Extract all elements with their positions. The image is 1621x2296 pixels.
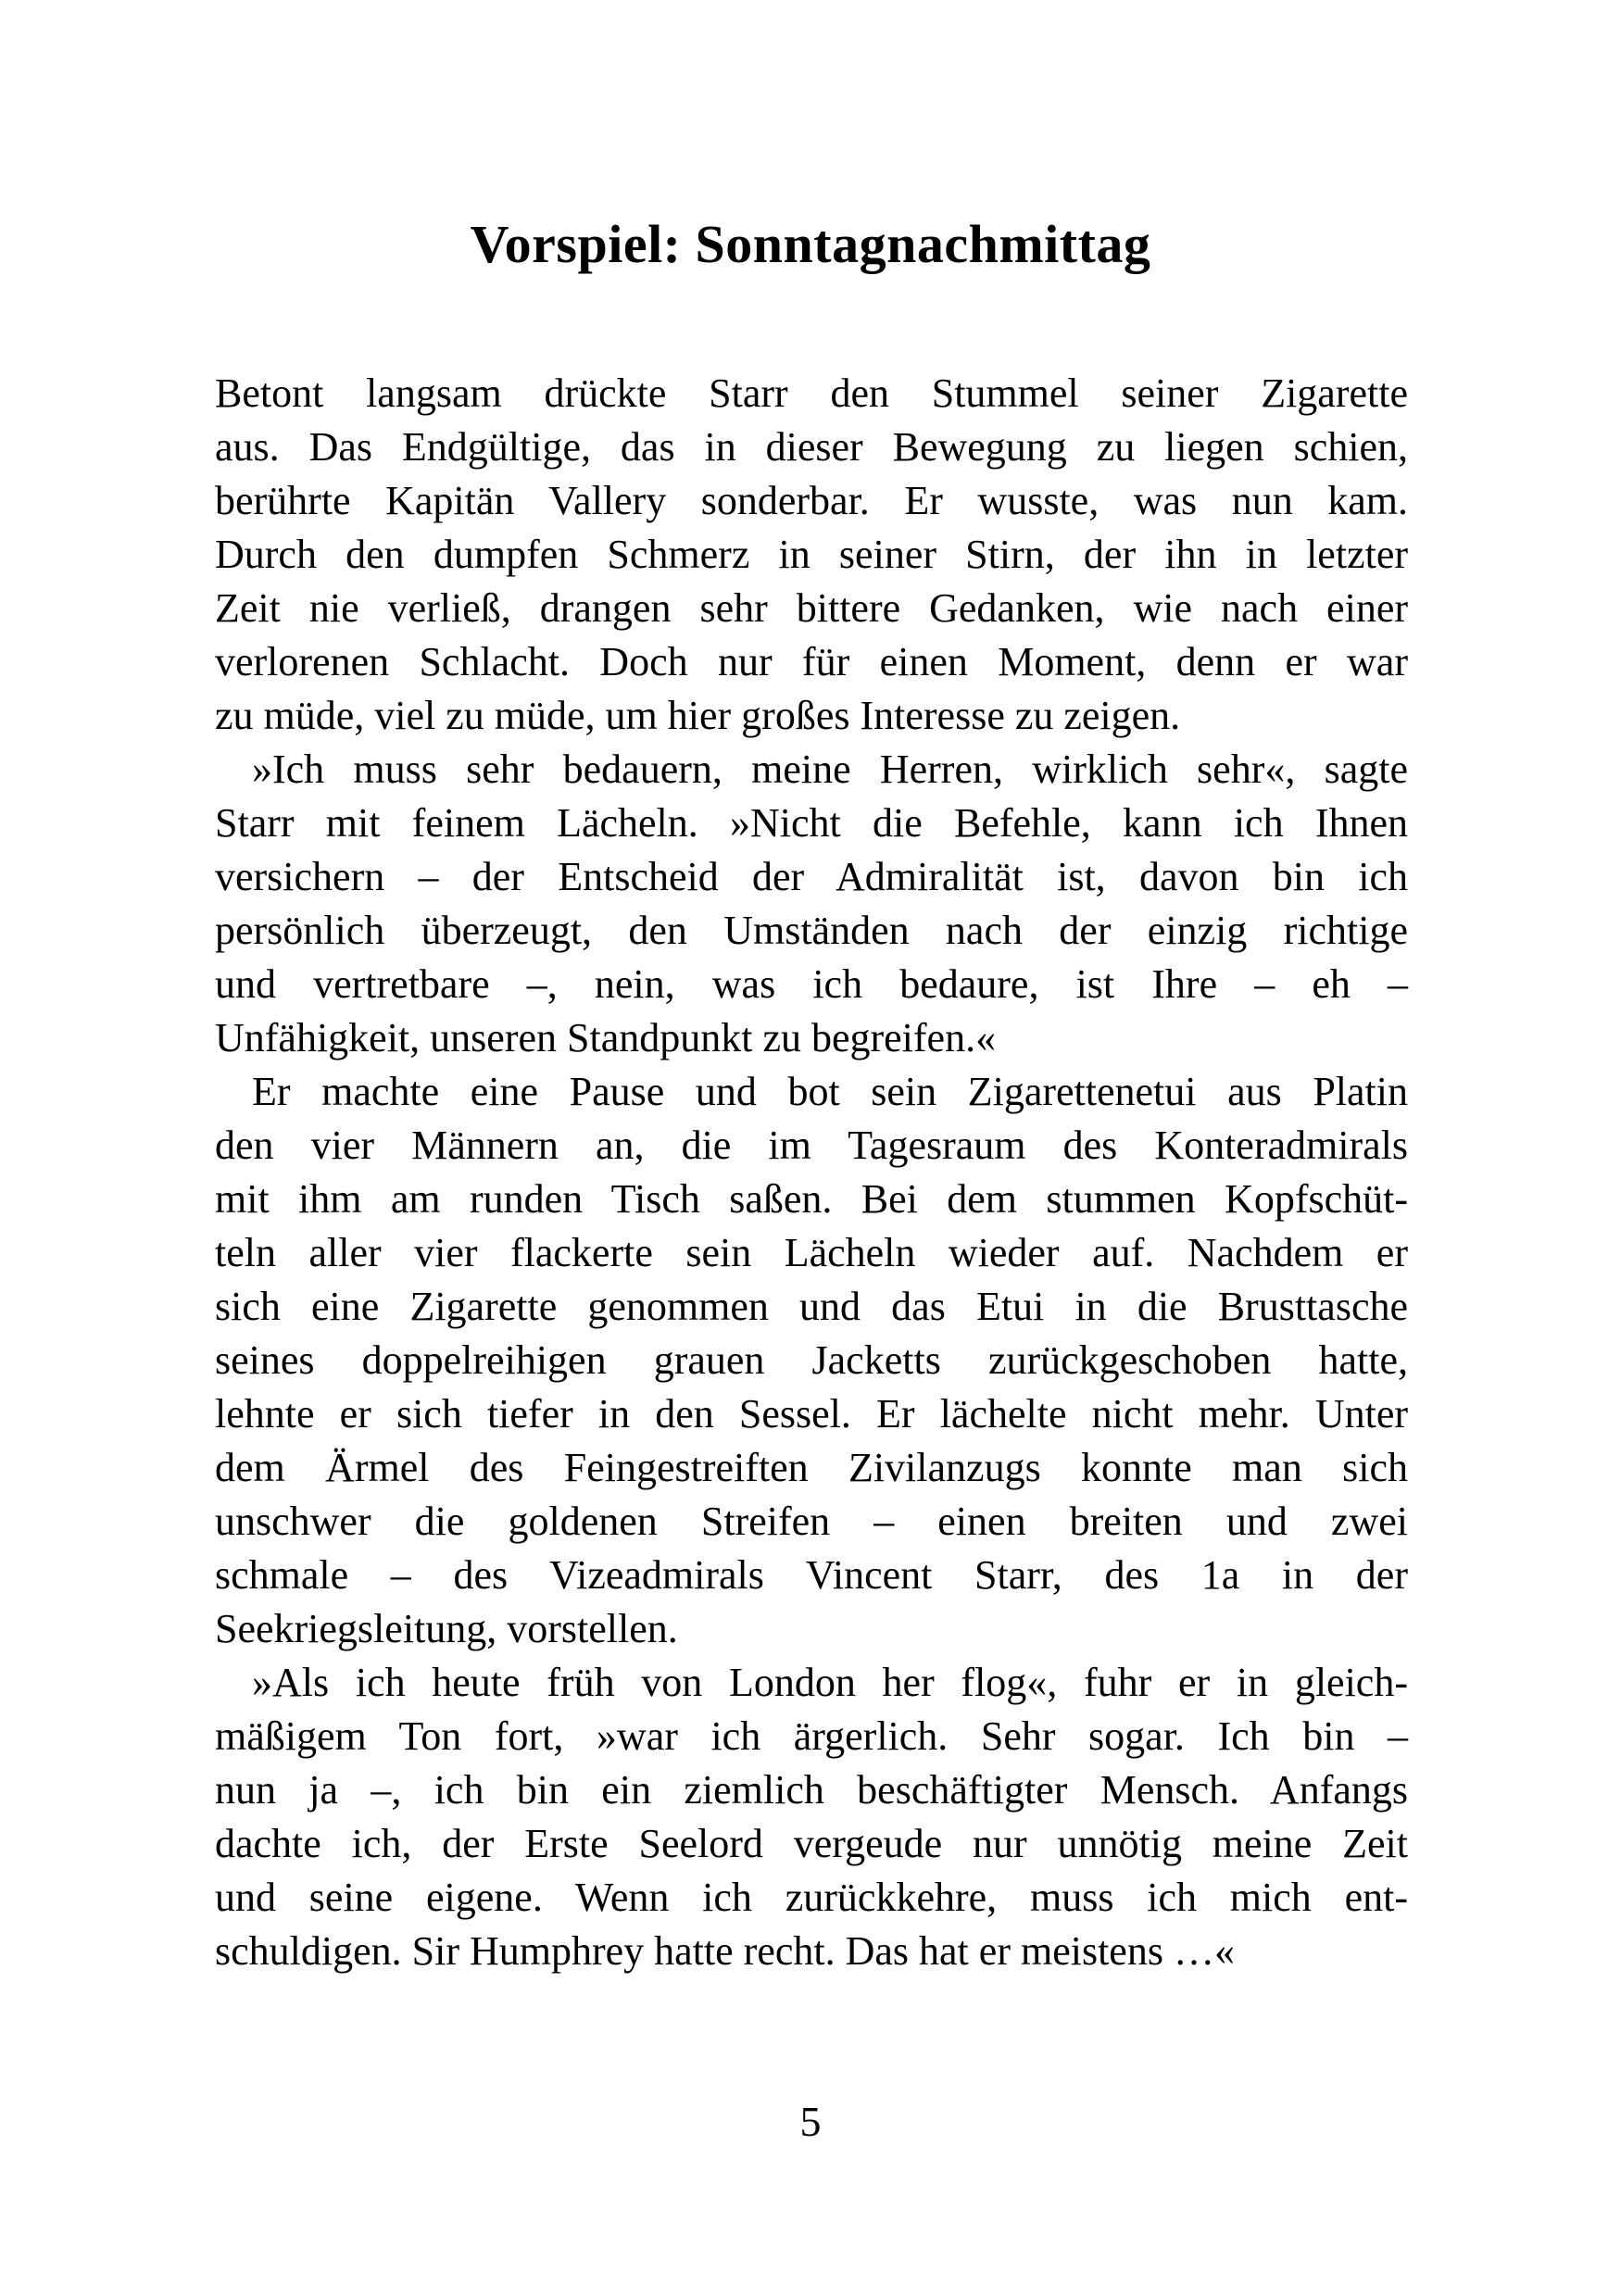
text-line: seines doppelreihigen grauen Jacketts zurückgeschoben hatte, bbox=[215, 1337, 1408, 1383]
text-line: dachte ich, der Erste Seelord vergeude nur unnötig meine Zeit bbox=[215, 1821, 1408, 1866]
text-line: Er machte eine Pause und bot sein Zigarettenetui aus Platin bbox=[252, 1069, 1408, 1114]
text-line: Seekriegsleitung, vorstellen. bbox=[215, 1606, 678, 1651]
text-line: lehnte er sich tiefer in den Sessel. Er lächelte nicht mehr. Unter bbox=[215, 1391, 1408, 1437]
chapter-title: Vorspiel: Sonntagnachmittag bbox=[470, 214, 1151, 274]
text-line: versichern – der Entscheid der Admiralität ist, davon bin ich bbox=[215, 854, 1408, 899]
text-line: Starr mit feinem Lächeln. »Nicht die Befehle, kann ich Ihnen bbox=[215, 800, 1408, 846]
chapter-body bbox=[215, 367, 1408, 1978]
text-line: »Als ich heute früh von London her flog«, fuhr er in gleich- bbox=[252, 1660, 1408, 1705]
text-line: zu müde, viel zu müde, um hier großes Interesse zu zeigen. bbox=[215, 693, 1181, 738]
text-line: berührte Kapitän Vallery sonderbar. Er wusste, was nun kam. bbox=[215, 478, 1408, 523]
text-line: verlorenen Schlacht. Doch nur für einen Moment, denn er war bbox=[215, 639, 1408, 684]
text-line: persönlich überzeugt, den Umständen nach der einzig richtige bbox=[215, 908, 1408, 953]
text-line: teln aller vier flackerte sein Lächeln wieder auf. Nachdem er bbox=[215, 1230, 1408, 1275]
text-line: aus. Das Endgültige, das in dieser Bewegung zu liegen schien, bbox=[215, 424, 1408, 470]
text-line: sich eine Zigarette genommen und das Etui in die Brusttasche bbox=[215, 1284, 1408, 1329]
text-line: und seine eigene. Wenn ich zurückkehre, muss ich mich ent- bbox=[215, 1875, 1408, 1920]
text-line: Zeit nie verließ, drangen sehr bittere Gedanken, wie nach einer bbox=[215, 585, 1408, 631]
text-line: mit ihm am runden Tisch saßen. Bei dem stummen Kopfschüt- bbox=[215, 1176, 1408, 1222]
page-number: 5 bbox=[799, 2098, 822, 2145]
text-line: »Ich muss sehr bedauern, meine Herren, wirklich sehr«, sagte bbox=[252, 747, 1408, 792]
text-line: Unfähigkeit, unseren Standpunkt zu begreifen.« bbox=[215, 1015, 997, 1060]
text-line: schmale – des Vizeadmirals Vincent Starr, des 1a in der bbox=[215, 1552, 1408, 1598]
text-line: und vertretbare –, nein, was ich bedaure, ist Ihre – eh – bbox=[215, 961, 1408, 1007]
text-line: den vier Männern an, die im Tagesraum des Konteradmirals bbox=[215, 1123, 1408, 1168]
text-line: dem Ärmel des Feingestreiften Zivilanzugs konnte man sich bbox=[215, 1445, 1408, 1490]
text-line: mäßigem Ton fort, »war ich ärgerlich. Sehr sogar. Ich bin – bbox=[215, 1713, 1408, 1759]
text-line: Betont langsam drückte Starr den Stummel seiner Zigarette bbox=[215, 370, 1408, 416]
text-line: nun ja –, ich bin ein ziemlich beschäftigter Mensch. Anfangs bbox=[215, 1767, 1408, 1813]
text-line: schuldigen. Sir Humphrey hatte recht. Das hat er meistens …« bbox=[215, 1928, 1235, 1974]
text-line: unschwer die goldenen Streifen – einen breiten und zwei bbox=[215, 1499, 1408, 1544]
text-line: Durch den dumpfen Schmerz in seiner Stirn, der ihn in letzter bbox=[215, 532, 1408, 577]
